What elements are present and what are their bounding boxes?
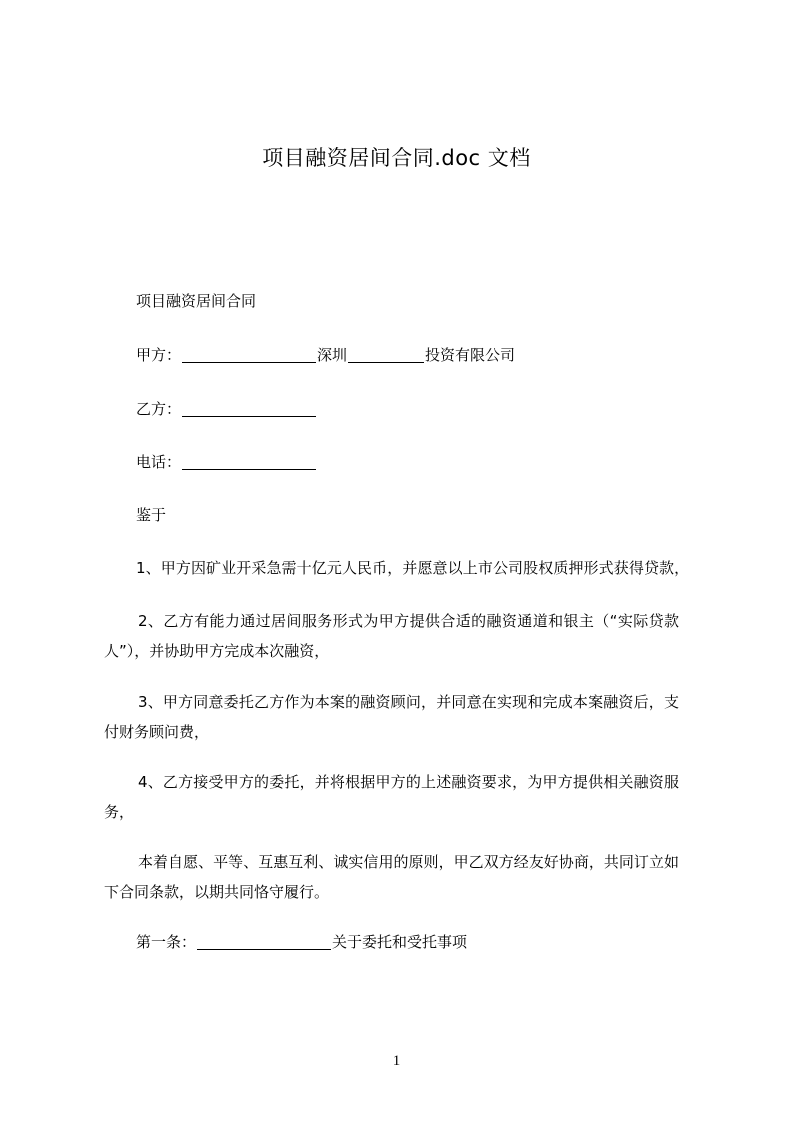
phone-line [136,447,317,477]
clause-3: 3、甲方同意委托乙方作为本案的融资顾问，并同意在实现和完成本案融资后，支付财务顾问费， [104,693,679,741]
party-a-suffix: 投资有限公司 [425,346,516,364]
party-b-line [136,394,317,424]
party-a-line [136,340,515,370]
party-b-label: 乙方： [136,400,182,418]
article-1-blank [197,933,331,950]
clause-1: 1、甲方因矿业开采急需十亿元人民币，并愿意以上市公司股权质押形式获得贷款， [136,559,690,577]
document-title: 项目融资居间合同.doc 文档 [262,146,531,170]
clause-2: 2、乙方有能力通过居间服务形式为甲方提供合适的融资通道和银主（“实际贷款人”），并协助甲方完成本次融资， [104,612,679,660]
party-a-blank [182,346,316,363]
clause-4: 4、乙方接受甲方的委托，并将根据甲方的上述融资要求，为甲方提供相关融资服务， [104,773,679,821]
phone-blank [182,453,316,470]
page-number: 1 [392,1053,401,1069]
article-1-title: 关于委托和受托事项 [332,933,468,951]
party-a-name-blank [348,346,424,363]
principle-paragraph: 本着自愿、平等、互惠互利、诚实信用的原则，甲乙双方经友好协商，共同订立如下合同条款，以期共同恪守履行。 [104,853,679,901]
contract-heading: 项目融资居间合同 [136,292,257,310]
article-1-line [136,927,467,957]
article-1-label: 第一条： [136,933,197,951]
whereas-heading: 鉴于 [136,506,167,524]
phone-label: 电话： [136,453,182,471]
party-a-city: 深圳 [317,346,348,364]
party-a-label: 甲方： [136,346,182,364]
party-b-blank [182,400,316,417]
